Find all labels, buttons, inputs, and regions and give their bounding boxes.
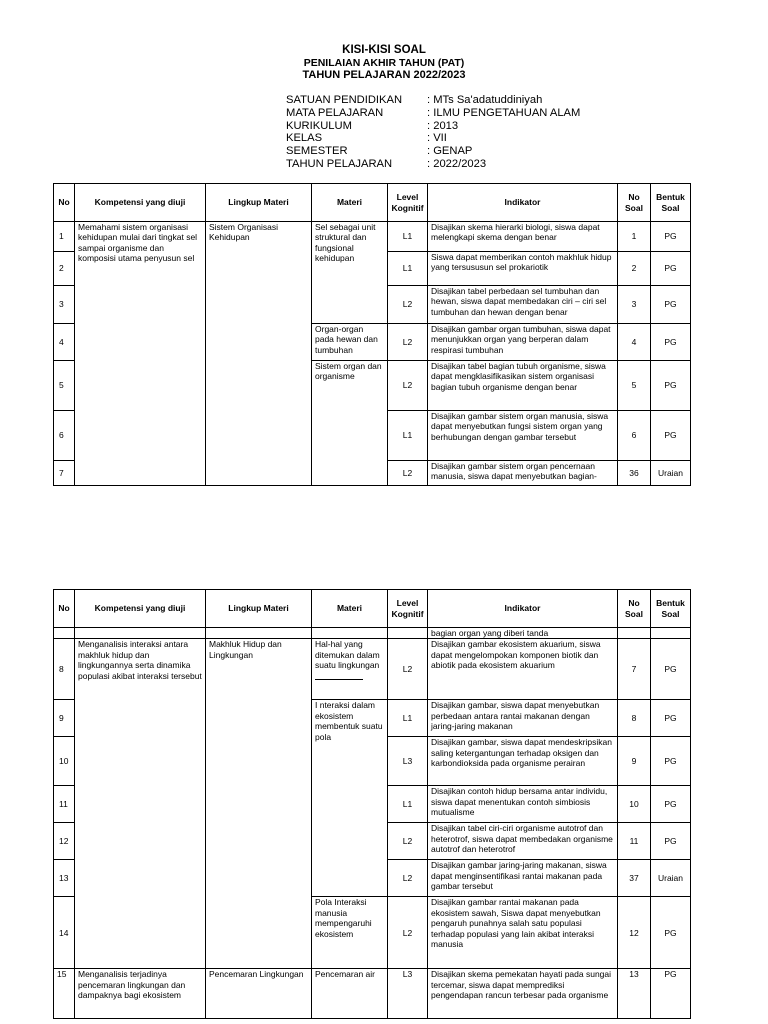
no-soal-cell: 12 [618, 897, 651, 969]
materi-cell: Organ-organ pada hewan dan tumbuhan [312, 324, 388, 361]
indikator-cell: Disajikan skema pemekatan hayati pada sungai tercemar, siswa dapat memprediksi pengendapan rancun terbesar pada organisme [428, 969, 618, 1019]
indikator-continuation: bagian organ yang diberi tanda [428, 628, 618, 639]
level-cell: L2 [388, 897, 428, 969]
info-row [286, 145, 580, 158]
indikator-cell: Disajikan gambar, siswa dapat mendeskripsikan saling ketergantungan terhadap oksigen dan karbondioksida pada organisme perairan [428, 737, 618, 786]
level-cell: L1 [388, 252, 428, 286]
level-cell: L3 [388, 969, 428, 1019]
level-cell: L2 [388, 286, 428, 324]
level-cell: L2 [388, 361, 428, 411]
materi-cell: Sistem organ dan organisme [312, 361, 388, 486]
level-cell: L2 [388, 461, 428, 486]
header-bentuk: Bentuk Soal [651, 184, 691, 222]
no-soal-cell: 4 [618, 324, 651, 361]
header-no: No [54, 184, 75, 222]
row-no: 3 [54, 286, 75, 324]
bentuk-cell: PG [651, 222, 691, 252]
no-soal-cell: 9 [618, 737, 651, 786]
table-row [54, 969, 691, 1019]
info-row [286, 94, 580, 107]
header-materi: Materi [312, 590, 388, 628]
no-soal-cell: 13 [618, 969, 651, 1019]
info-label: MATA PELAJARAN [286, 106, 384, 119]
row-no: 7 [54, 461, 75, 486]
level-cell: L2 [388, 324, 428, 361]
level-cell: L1 [388, 411, 428, 461]
row-no: 13 [54, 860, 75, 897]
info-row [286, 107, 580, 120]
no-soal-cell: 36 [618, 461, 651, 486]
continuation-row [54, 628, 691, 639]
row-no: 5 [54, 361, 75, 411]
header-kompetensi: Kompetensi yang diuji [75, 184, 206, 222]
header-no-soal: No Soal [618, 184, 651, 222]
bentuk-cell: PG [651, 252, 691, 286]
indikator-cell: Disajikan gambar sistem organ pencernaan manusia, siswa dapat menyebutkan bagian- [428, 461, 618, 486]
level-cell: L1 [388, 222, 428, 252]
no-soal-cell: 3 [618, 286, 651, 324]
bentuk-cell: PG [651, 361, 691, 411]
materi-cell: I nteraksi dalam ekosistem membentuk suatu pola [312, 700, 388, 897]
level-cell: L1 [388, 700, 428, 737]
row-no: 11 [54, 786, 75, 823]
kisi-kisi-table-1 [53, 183, 691, 486]
row-no: 8 [54, 639, 75, 700]
indikator-cell: Disajikan gambar rantai makanan pada ekosistem sawah, Siswa dapat menyebutkan pengaruh punahnya salah satu populasi terhadap populasi yang lain akibat interaksi manusia [428, 897, 618, 969]
indikator-cell: Disajikan skema hierarki biologi, siswa dapat melengkapi skema dengan benar [428, 222, 618, 252]
materi-cell: Pencemaran air [312, 969, 388, 1019]
info-label: TAHUN PELAJARAN [286, 157, 393, 170]
header-indikator: Indikator [428, 590, 618, 628]
info-value: : VII [427, 132, 447, 145]
no-soal-cell: 1 [618, 222, 651, 252]
info-label: KELAS [286, 132, 323, 145]
level-cell: L3 [388, 737, 428, 786]
header-materi: Materi [312, 184, 388, 222]
indikator-cell: Disajikan tabel perbedaan sel tumbuhan dan hewan, siswa dapat membedakan ciri – ciri sel tumbuhan dan hewan dengan benar [428, 286, 618, 324]
kompetensi-cell: Memahami sistem organisasi kehidupan mulai dari tingkat sel sampai organisme dan komposisi utama penyusun sel [75, 222, 206, 486]
bentuk-cell: PG [651, 286, 691, 324]
indikator-cell: Disajikan gambar ekosistem akuarium, siswa dapat mengelompokan komponen biotik dan abiotik pada ekosistem akuarium [428, 639, 618, 700]
header-lingkup: Lingkup Materi [206, 590, 312, 628]
table-row [54, 222, 691, 252]
table-row [54, 639, 691, 700]
materi-cell: Pola Interaksi manusia mempengaruhi ekosistem [312, 897, 388, 969]
bentuk-cell: Uraian [651, 461, 691, 486]
row-no: 14 [54, 897, 75, 969]
materi-text: Hal-hal yang ditemukan dalam suatu lingkungan [315, 639, 380, 671]
bentuk-cell: PG [651, 969, 691, 1019]
indikator-cell: Disajikan tabel bagian tubuh organisme, siswa dapat mengklasifikasikan sistem organisasi bagian tubuh organisme dengan benar [428, 361, 618, 411]
indikator-cell: Disajikan gambar organ tumbuhan, siswa dapat menunjukkan organ yang berperan dalam respirasi tumbuhan [428, 324, 618, 361]
header-no-soal: No Soal [618, 590, 651, 628]
no-soal-cell: 5 [618, 361, 651, 411]
indikator-cell: Disajikan gambar sistem organ manusia, siswa dapat menyebutkan fungsi sistem organ yang berhubungan dengan gambar tersebut [428, 411, 618, 461]
header-no: No [54, 590, 75, 628]
info-value: : 2022/2023 [427, 157, 487, 170]
info-label: SATUAN PENDIDIKAN [286, 94, 403, 106]
info-value: : 2013 [427, 119, 459, 132]
bentuk-cell: PG [651, 737, 691, 786]
lingkup-cell: Sistem Organisasi Kehidupan [206, 222, 312, 486]
bentuk-cell: PG [651, 897, 691, 969]
materi-cell [312, 639, 388, 700]
header-bentuk: Bentuk Soal [651, 590, 691, 628]
info-value: : ILMU PENGETAHUAN ALAM [427, 106, 581, 119]
info-row [286, 120, 580, 133]
level-cell: L2 [388, 823, 428, 860]
info-value: : MTs Sa'adatuddiniyah [427, 94, 543, 106]
no-soal-cell: 6 [618, 411, 651, 461]
header-row [54, 184, 691, 222]
info-label: SEMESTER [286, 145, 348, 158]
lingkup-cell: Makhluk Hidup dan Lingkungan [206, 639, 312, 969]
row-no: 12 [54, 823, 75, 860]
indikator-cell: Disajikan gambar, siswa dapat menyebutkan perbedaan antara rantai makanan dengan jaring-jaring makanan [428, 700, 618, 737]
row-no: 6 [54, 411, 75, 461]
row-no: 9 [54, 700, 75, 737]
kompetensi-cell: Menganalisis terjadinya pencemaran lingkungan dan dampaknya bagi ekosistem [75, 969, 206, 1019]
no-soal-cell: 37 [618, 860, 651, 897]
info-label: KURIKULUM [286, 119, 352, 132]
indikator-cell: Disajikan tabel ciri-ciri organisme autotrof dan heterotrof, siswa dapat membedakan organisme autotrof dan heterotrof [428, 823, 618, 860]
document-title: KISI-KISI SOAL [342, 44, 426, 56]
indikator-cell: Disajikan contoh hidup bersama antar individu, siswa dapat menentukan contoh simbiosis mutualisme [428, 786, 618, 823]
indikator-cell: Siswa dapat memberikan contoh makhluk hidup yang tersususun sel prokariotik [428, 252, 618, 286]
info-row [286, 158, 580, 171]
header-indikator: Indikator [428, 184, 618, 222]
info-row [286, 132, 580, 145]
bentuk-cell: PG [651, 639, 691, 700]
bentuk-cell: PG [651, 411, 691, 461]
row-no: 4 [54, 324, 75, 361]
materi-underline [315, 679, 363, 680]
row-no: 1 [54, 222, 75, 252]
bentuk-cell: PG [651, 823, 691, 860]
bentuk-cell: PG [651, 786, 691, 823]
no-soal-cell: 8 [618, 700, 651, 737]
header-lingkup: Lingkup Materi [206, 184, 312, 222]
indikator-cell: Disajikan gambar jaring-jaring makanan, siswa dapat menginsentifikasi rantai makanan pada gambar tersebut [428, 860, 618, 897]
materi-cell: Sel sebagai unit struktural dan fungsional kehidupan [312, 222, 388, 324]
level-cell: L2 [388, 639, 428, 700]
kisi-kisi-table-2 [53, 589, 691, 1019]
row-no: 2 [54, 252, 75, 286]
bentuk-cell: PG [651, 700, 691, 737]
identity-block [286, 94, 580, 171]
document-subtitle: PENILAIAN AKHIR TAHUN (PAT) [303, 57, 465, 69]
header-kompetensi: Kompetensi yang diuji [75, 590, 206, 628]
header-level: Level Kognitif [388, 184, 428, 222]
row-no: 10 [54, 737, 75, 786]
bentuk-cell: PG [651, 324, 691, 361]
kompetensi-cell: Menganalisis interaksi antara makhluk hidup dan lingkungannya serta dinamika populasi akibat interaksi tersebut [75, 639, 206, 969]
row-no: 15 [54, 969, 75, 1019]
bentuk-cell: Uraian [651, 860, 691, 897]
no-soal-cell: 10 [618, 786, 651, 823]
info-value: : GENAP [427, 145, 473, 158]
no-soal-cell: 2 [618, 252, 651, 286]
document-year: TAHUN PELAJARAN 2022/2023 [302, 69, 466, 81]
no-soal-cell: 7 [618, 639, 651, 700]
level-cell: L1 [388, 786, 428, 823]
level-cell: L2 [388, 860, 428, 897]
header-level: Level Kognitif [388, 590, 428, 628]
lingkup-cell: Pencemaran Lingkungan [206, 969, 312, 1019]
header-row [54, 590, 691, 628]
no-soal-cell: 11 [618, 823, 651, 860]
